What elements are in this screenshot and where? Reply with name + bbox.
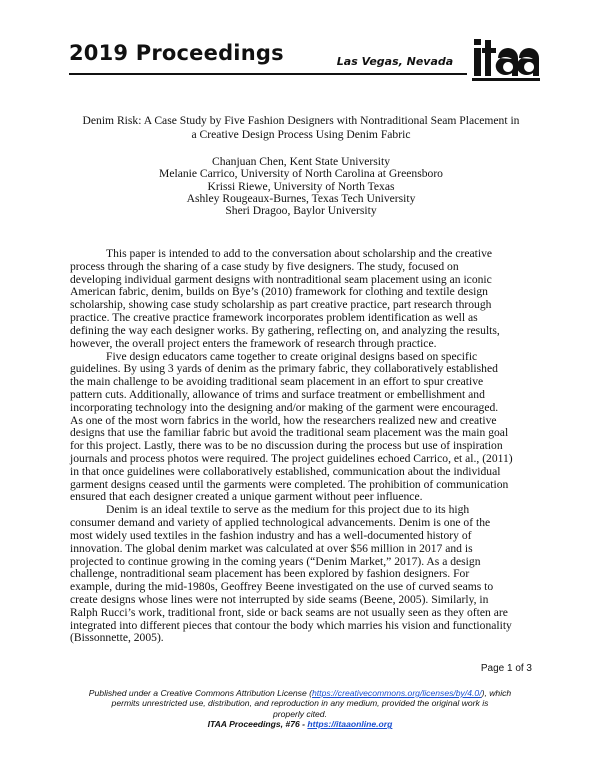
body-text-line: American fabric, denim, builds on Bye’s (2010) framework for clothing and textile design [70, 285, 488, 299]
license-link[interactable]: https://creativecommons.org/licenses/by/4.0/ [312, 688, 482, 698]
body-text-line: in that once guidelines were collaboratively established, communication about the individual [70, 464, 501, 478]
license-footer [62, 688, 538, 730]
body-text-line: however, the overall project enters the framework of research through practice. [70, 336, 437, 350]
body-text-line: This paper is intended to add to the conversation about scholarship and the creative [106, 247, 493, 260]
body-text-line: As one of the most worn fabrics in the world, how the researchers realized new and creative [70, 413, 497, 427]
body-text-line: designs that use the familiar fabric but avoid the traditional seam placement was the main goal [70, 426, 509, 440]
author-line: Chanjuan Chen, Kent State University [211, 155, 391, 168]
body-text-line: Five design educators came together to create original designs based on specific [106, 349, 478, 363]
body-text-line: projected to continue growing in the coming years (“Denim Market,” 2017). As a design [70, 554, 481, 568]
body-text-line: challenge, nontraditional seam placement has been explored by fashion designers. For [70, 567, 470, 581]
paper-title-line: a Creative Design Process Using Denim Fabric [191, 128, 411, 141]
author-line: Krissi Riewe, University of North Texas [207, 179, 395, 193]
body-text-line: incorporating technology into the designing and/or making of the garment were encouraged. [70, 400, 499, 414]
body-text-line: process through the sharing of a case study by five designers. The study, focused on [70, 259, 459, 273]
page-number: Page 1 of 3 [480, 663, 532, 674]
paper-title-line: Denim Risk: A Case Study by Five Fashion Designers with Nontraditional Seam Placement in [82, 114, 520, 127]
body-text-line: ensured that each designer created a unique garment without peer influence. [70, 490, 423, 504]
proceedings-header-title: 2019 Proceedings [69, 41, 284, 65]
proceedings-citation: ITAA Proceedings, #76 - [207, 719, 308, 730]
body-text-line: pattern cuts. Additionally, allowance of trims and surface treatment or embellishment and [70, 387, 485, 401]
itaa-website-link[interactable]: https://itaaonline.org [307, 719, 393, 730]
body-text-line: defining the way each designer works. By gathering, reflecting on, and analyzing the results, [70, 323, 500, 337]
body-text-line: example, during the mid-1980s, Geoffrey Beene investigated on the use of curved seams to [70, 580, 494, 594]
body-text-line: practice. The creative practice framework incorporates problem identification as well as [70, 311, 478, 325]
paper-title [70, 114, 532, 142]
conference-location: Las Vegas, Nevada [336, 55, 454, 68]
body-text-line: scholarship, showing case study scholarship as part creative practice, part research through [70, 298, 492, 312]
body-text-line: consumer demand and variety of applied technological advancements. Denim is one of the [70, 516, 491, 530]
body-text-line: integrated into different pieces that contour the body which marries his vision and functionality [70, 618, 512, 632]
itaa-logo [472, 34, 540, 84]
body-text-line: garment designs ceased until the garments were completed. The prohibition of communication [70, 477, 509, 491]
body-text-line: the main challenge to be avoiding traditional seam placement in an effort to spur creative [70, 375, 484, 389]
paper-body [70, 248, 532, 645]
license-text-suffix: ), which [481, 688, 512, 698]
header-rule [69, 73, 467, 75]
license-text: Published under a Creative Commons Attribution License ( [88, 688, 313, 698]
body-text-line: Ralph Rucci’s work, traditional front, side or back seams are not usually seen as they often are [70, 605, 508, 619]
body-text-line: developing individual garment designs with nontraditional seam placement using an iconic [70, 272, 492, 286]
license-terms: permits unrestricted use, distribution, and reproduction in any medium, provided the original work is [111, 698, 489, 709]
logo-text: itaa [472, 34, 474, 35]
author-line: Ashley Rougeaux-Burnes, Texas Tech University [186, 191, 416, 205]
author-line: Melanie Carrico, University of North Carolina at Greensboro [159, 167, 443, 181]
body-text-line: for this project. Lastly, there was to be no discussion during the process but use of inspiration [70, 439, 503, 453]
license-terms-end: properly cited. [273, 708, 327, 719]
body-text-line: Denim is an ideal textile to serve as the medium for this project due to its high [106, 503, 470, 517]
body-text-line: create designs whose lines were not interrupted by side seams (Beene, 2005). Similarly, in [70, 592, 489, 606]
body-text-line: (Bissonnette, 2005). [70, 631, 164, 645]
body-text-line: guidelines. By using 3 yards of denim as the primary fabric, they collaboratively established [70, 362, 498, 376]
body-text-line: innovation. The global denim market was calculated at over $56 million in 2017 and is [70, 541, 473, 555]
body-text-line: journals and process photos were required. The project guidelines echoed Carrico, et al., (2011) [70, 452, 513, 465]
body-text-line: most widely used textiles in the fashion industry and has a well-documented history of [70, 528, 472, 542]
author-list [70, 156, 532, 217]
author-line: Sheri Dragoo, Baylor University [225, 204, 377, 218]
